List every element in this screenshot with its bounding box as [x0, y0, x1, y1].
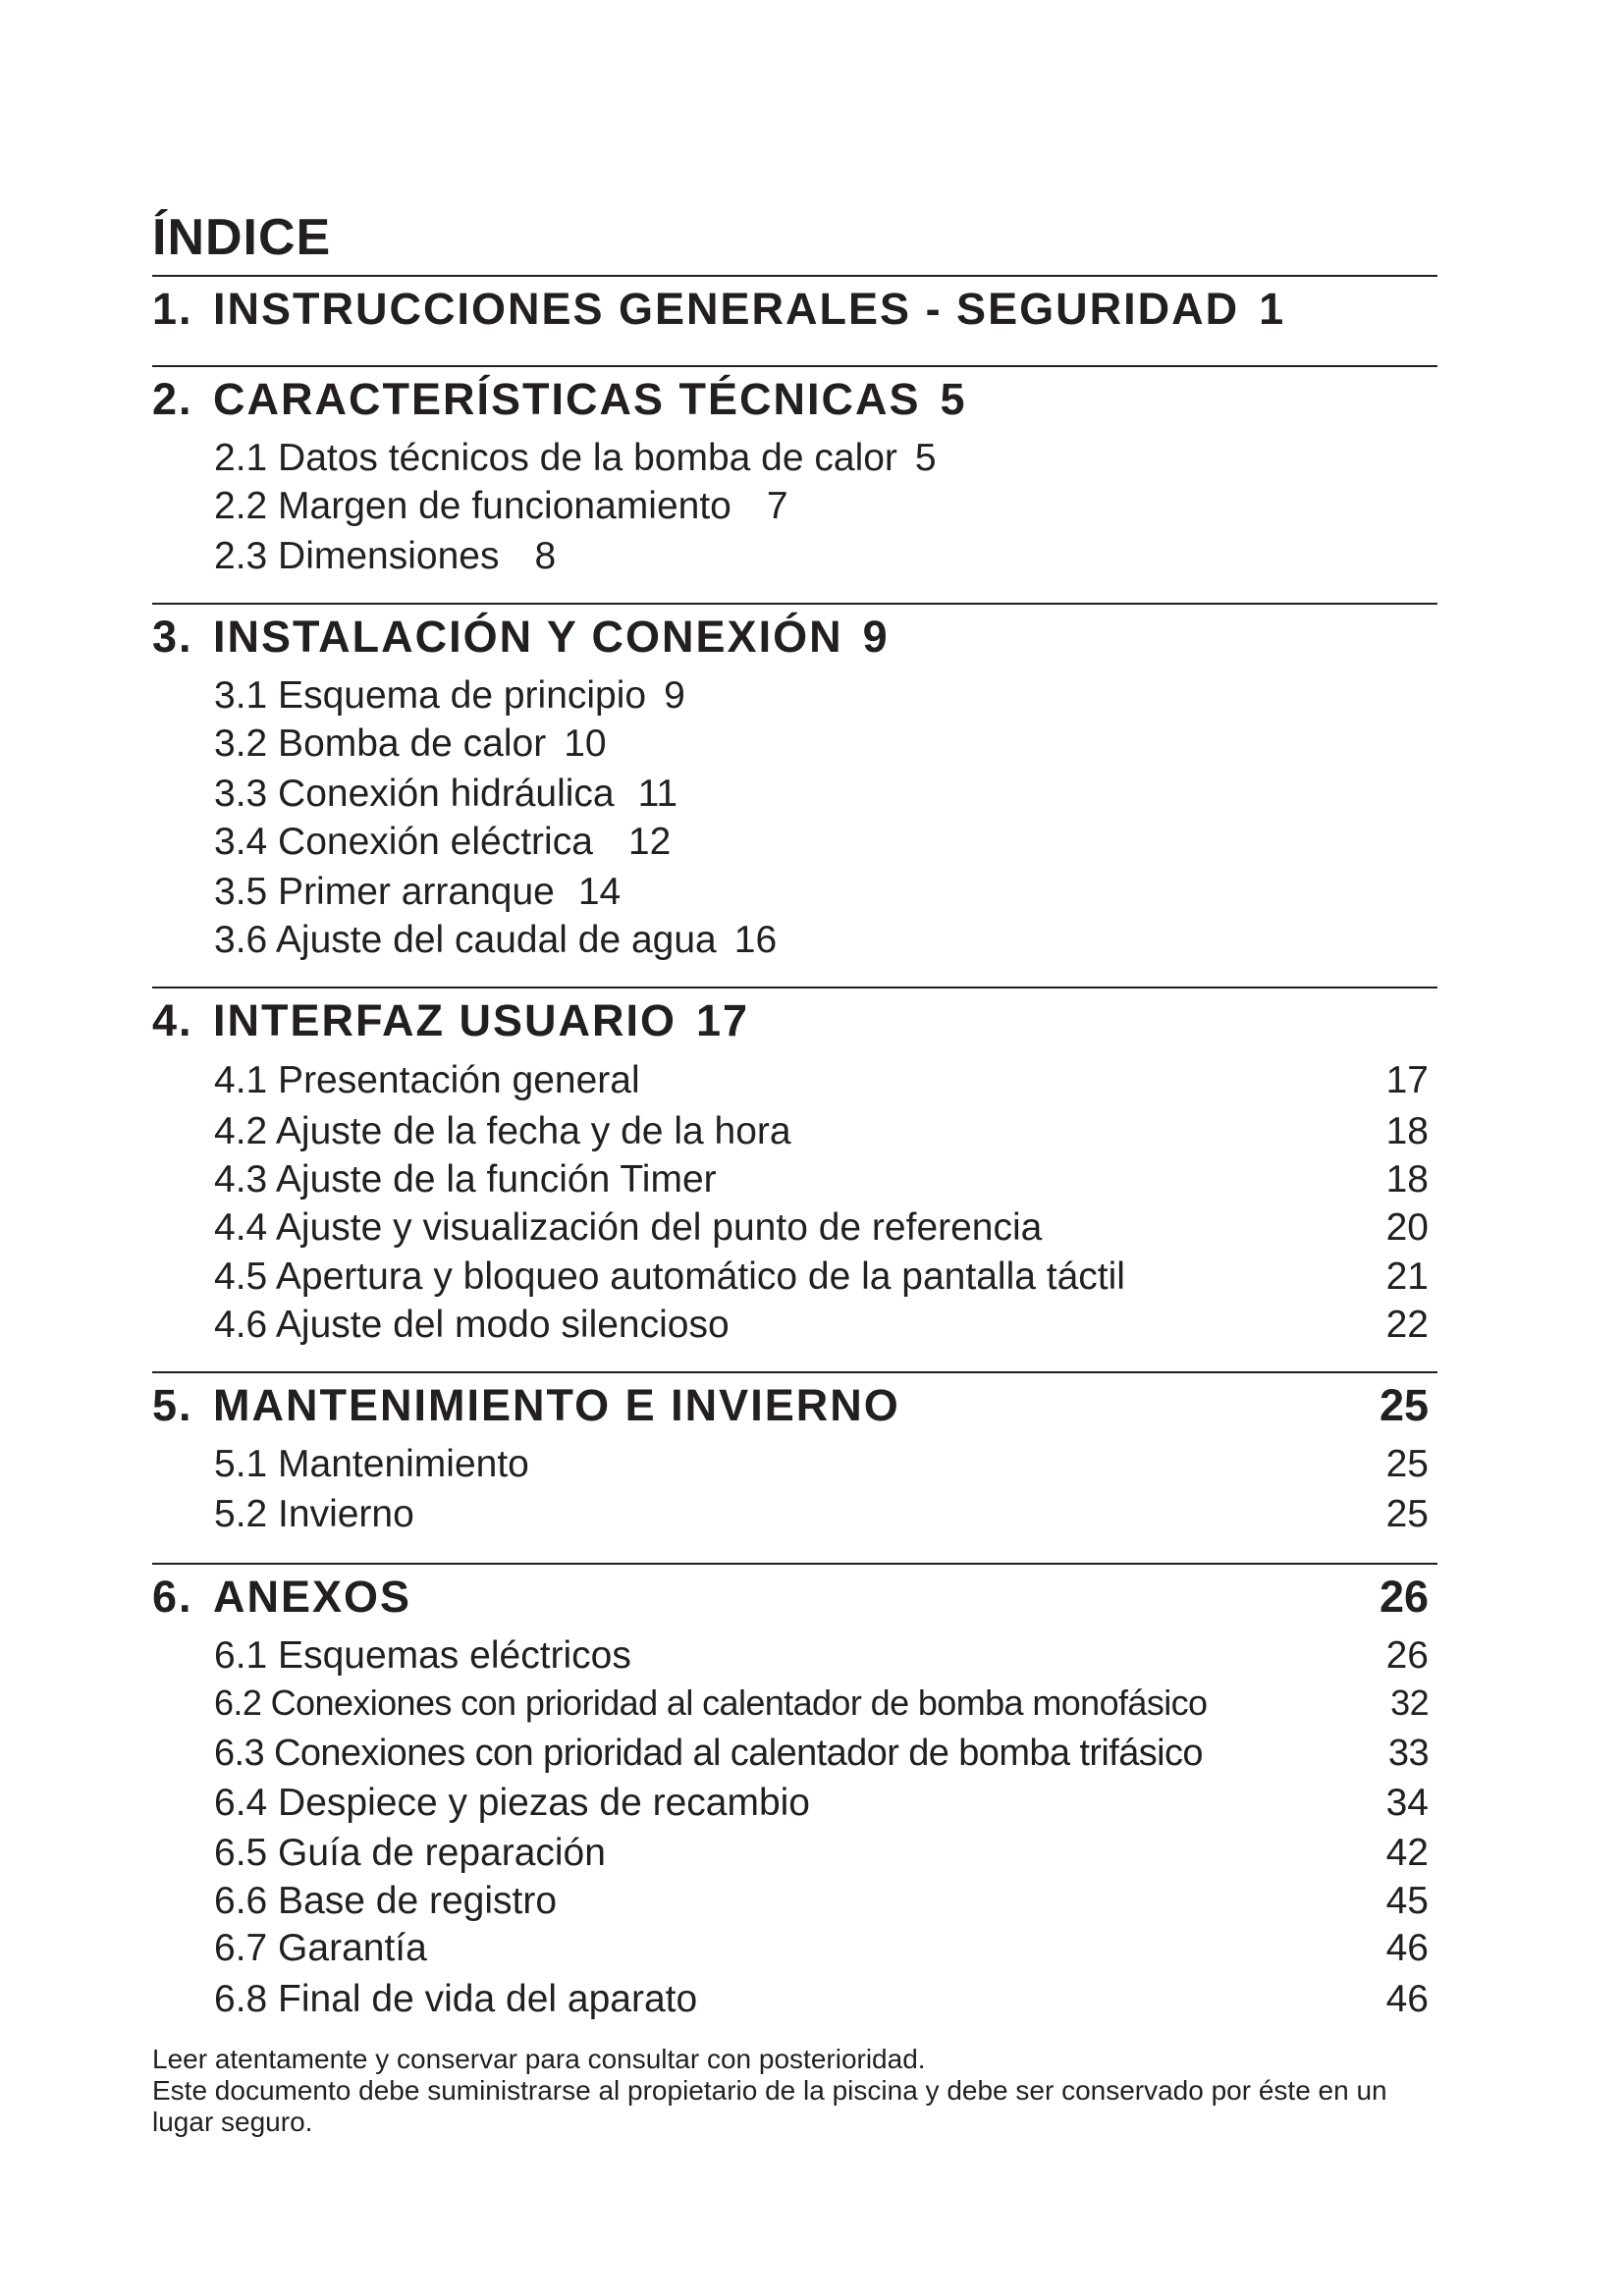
item-label: 2.3 Dimensiones — [214, 535, 500, 577]
toc-section-4[interactable] — [152, 995, 1429, 1045]
item-page: 20 — [1385, 1206, 1429, 1249]
item-page: 45 — [1385, 1880, 1429, 1922]
item-page: 21 — [1385, 1255, 1429, 1298]
toc-section-6[interactable] — [152, 1572, 1429, 1622]
item-label: 3.2 Bomba de calor — [214, 722, 547, 765]
item-page: 46 — [1385, 1978, 1429, 2020]
toc-item[interactable] — [214, 487, 1429, 525]
section-title: INTERFAZ USUARIO — [213, 995, 677, 1045]
item-label: 4.4 Ajuste y visualización del punto de referencia — [214, 1206, 1043, 1249]
toc-item[interactable] — [214, 439, 1429, 477]
section-page: 1 — [1259, 284, 1286, 334]
item-label: 4.5 Apertura y bloqueo automático de la pantalla táctil — [214, 1255, 1125, 1298]
item-label: 6.4 Despiece y piezas de recambio — [214, 1782, 810, 1824]
toc-item[interactable] — [214, 1495, 1429, 1533]
item-page: 7 — [766, 485, 788, 527]
toc-item[interactable] — [214, 676, 1429, 715]
item-page: 12 — [627, 821, 672, 863]
item-label: 2.1 Datos técnicos de la bomba de calor — [214, 437, 897, 479]
toc-item[interactable] — [214, 1682, 1429, 1723]
toc-item[interactable] — [214, 774, 1429, 813]
section-number: 2. — [152, 374, 193, 424]
footer-line-2: Este documento debe suministrarse al propietario de la piscina y debe ser conservado por éste en un lugar seguro. — [152, 2075, 1387, 2137]
section-divider — [152, 603, 1437, 605]
section-divider — [152, 275, 1437, 277]
item-page: 17 — [1385, 1059, 1429, 1101]
section-page: 25 — [1379, 1380, 1429, 1430]
item-page: 33 — [1387, 1733, 1429, 1774]
toc-item[interactable] — [214, 1929, 1429, 1967]
toc-item[interactable] — [214, 1882, 1429, 1920]
item-label: 3.1 Esquema de principio — [214, 674, 647, 717]
section-number: 5. — [152, 1380, 193, 1430]
section-title: INSTRUCCIONES GENERALES - SEGURIDAD — [213, 284, 1240, 334]
item-page: 11 — [637, 773, 678, 815]
footer-line-1: Leer atentamente y conservar para consultar con posterioridad. — [152, 2044, 926, 2074]
item-label: 6.8 Final de vida del aparato — [214, 1978, 698, 2020]
item-label: 6.2 Conexiones con prioridad al calentador de bomba monofásico — [214, 1682, 1208, 1723]
toc-item[interactable] — [214, 537, 1429, 575]
toc-item[interactable] — [214, 1257, 1429, 1296]
item-page: 8 — [534, 535, 557, 577]
section-divider — [152, 365, 1437, 367]
item-label: 3.3 Conexión hidráulica — [214, 773, 615, 815]
item-label: 6.5 Guía de reparación — [214, 1832, 606, 1874]
toc-item[interactable] — [214, 1636, 1429, 1675]
item-page: 10 — [564, 722, 607, 765]
item-page: 42 — [1385, 1832, 1429, 1874]
toc-item[interactable] — [214, 1980, 1429, 2018]
section-number: 3. — [152, 612, 193, 662]
item-label: 5.2 Invierno — [214, 1493, 414, 1535]
item-label: 6.6 Base de registro — [214, 1880, 558, 1922]
item-label: 6.7 Garantía — [214, 1927, 427, 1969]
item-page: 22 — [1385, 1304, 1429, 1346]
item-label: 6.3 Conexiones con prioridad al calentador de bomba trifásico — [214, 1733, 1203, 1774]
section-page: 17 — [696, 995, 750, 1045]
item-page: 18 — [1385, 1158, 1429, 1201]
toc-item[interactable] — [214, 1061, 1429, 1099]
section-title: MANTENIMIENTO E INVIERNO — [213, 1380, 900, 1430]
section-number: 4. — [152, 995, 193, 1045]
page-title: ÍNDICE — [152, 209, 332, 266]
item-page: 5 — [914, 437, 937, 479]
toc-section-2[interactable] — [152, 374, 1429, 424]
section-page: 5 — [940, 374, 967, 424]
section-number: 6. — [152, 1572, 193, 1622]
toc-item[interactable] — [214, 1735, 1429, 1772]
item-page: 34 — [1385, 1782, 1429, 1824]
item-label: 5.1 Mantenimiento — [214, 1443, 529, 1485]
section-title: INSTALACIÓN Y CONEXIÓN — [213, 612, 843, 662]
item-page: 16 — [733, 919, 778, 961]
item-label: 2.2 Margen de funcionamiento — [214, 485, 731, 527]
toc-item[interactable] — [214, 1834, 1429, 1872]
item-page: 25 — [1385, 1443, 1429, 1485]
item-page: 46 — [1385, 1927, 1429, 1969]
item-label: 4.6 Ajuste del modo silencioso — [214, 1304, 730, 1346]
item-label: 4.3 Ajuste de la función Timer — [214, 1158, 717, 1201]
section-title: CARACTERÍSTICAS TÉCNICAS — [213, 374, 921, 424]
section-page: 9 — [862, 612, 890, 662]
toc-item[interactable] — [214, 1160, 1429, 1199]
toc-section-1[interactable] — [152, 284, 1429, 334]
item-page: 18 — [1385, 1110, 1429, 1152]
item-label: 3.5 Primer arranque — [214, 871, 555, 913]
item-label: 6.1 Esquemas eléctricos — [214, 1634, 631, 1677]
item-label: 3.6 Ajuste del caudal de agua — [214, 919, 717, 961]
footer-note — [152, 2044, 1429, 2138]
section-page: 26 — [1379, 1572, 1429, 1622]
toc-item[interactable] — [214, 1208, 1429, 1247]
toc-item[interactable] — [214, 921, 1429, 959]
toc-item[interactable] — [214, 823, 1429, 861]
item-page: 26 — [1385, 1634, 1429, 1677]
item-page: 9 — [664, 674, 685, 717]
section-divider — [152, 1563, 1437, 1565]
toc-item[interactable] — [214, 1112, 1429, 1150]
toc-item[interactable] — [214, 873, 1429, 911]
section-title: ANEXOS — [213, 1572, 412, 1622]
toc-item[interactable] — [214, 1784, 1429, 1822]
item-page: 14 — [577, 871, 622, 913]
item-page: 32 — [1390, 1682, 1429, 1723]
toc-item[interactable] — [214, 1445, 1429, 1483]
section-divider — [152, 1371, 1437, 1373]
toc-item[interactable] — [214, 1306, 1429, 1344]
item-label: 3.4 Conexión eléctrica — [214, 821, 593, 863]
section-divider — [152, 987, 1437, 988]
toc-section-3[interactable] — [152, 612, 1429, 662]
toc-section-5[interactable] — [152, 1380, 1429, 1430]
item-label: 4.2 Ajuste de la fecha y de la hora — [214, 1110, 791, 1152]
item-label: 4.1 Presentación general — [214, 1059, 640, 1101]
section-number: 1. — [152, 284, 193, 334]
toc-item[interactable] — [214, 724, 1429, 763]
item-page: 25 — [1385, 1493, 1429, 1535]
